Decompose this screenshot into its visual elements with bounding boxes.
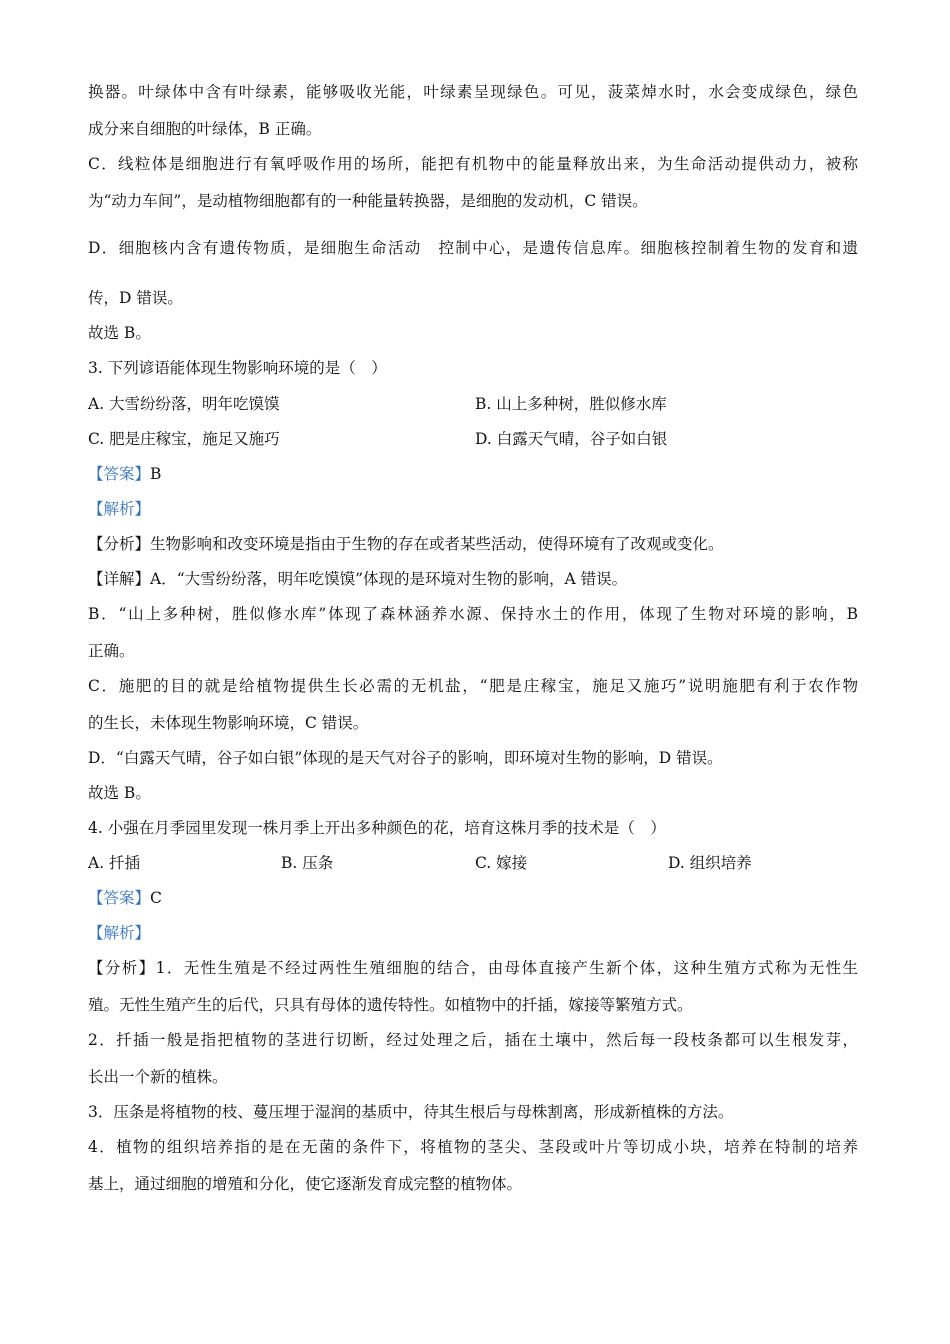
- q4-point-1-cont: 殖。无性生殖产生的后代，只具有母体的遗传特性。如植物中的扦插，嫁接等繁殖方式。: [88, 996, 693, 1014]
- text-line: D．细胞核内含有遗传物质，是细胞生命活动 控制中心，是遗传信息库。细胞核控制着生物的发育和遗: [88, 239, 858, 257]
- text-line: 为“动力车间”，是动植物细胞都有的一种能量转换器，是细胞的发动机，C 错误。: [88, 192, 648, 210]
- analysis-tag: 【分析】: [88, 535, 151, 553]
- q3-detail-b: B．“山上多种树，胜似修水库”体现了森林涵养水源、保持水土的作用，体现了生物对环境的影响，B: [88, 605, 858, 623]
- q3-option-d: D. 白露天气晴，谷子如白银: [475, 430, 668, 448]
- q4-option-c: C. 嫁接: [475, 854, 528, 872]
- q3-answer-line: [88, 464, 858, 484]
- q4-option-a: A. 扦插: [88, 854, 141, 872]
- detail-tag: 【详解】: [88, 570, 151, 588]
- q4-answer: C: [150, 889, 162, 907]
- answer-tag: 【答案】: [88, 889, 151, 907]
- q4-point-2-cont: 长出一个新的植株。: [88, 1068, 228, 1086]
- q4-option-d: D. 组织培养: [668, 854, 752, 872]
- q3-option-b: B. 山上多种树，胜似修水库: [475, 395, 667, 413]
- text-line: 故选 B。: [88, 324, 151, 342]
- q3-detail-b-cont: 正确。: [88, 642, 135, 660]
- q4-point-4-cont: 基上，通过细胞的增殖和分化，使它逐渐发育成完整的植物体。: [88, 1175, 523, 1193]
- text-line: 传，D 错误。: [88, 289, 183, 307]
- q3-option-a: A. 大雪纷纷落，明年吃馍馍: [88, 395, 280, 413]
- q3-analysis-line: [88, 534, 858, 554]
- q3-conclusion: 故选 B。: [88, 784, 151, 802]
- q3-detail-c: C．施肥的目的就是给植物提供生长必需的无机盐，“肥是庄稼宝，施足又施巧”说明施肥有利于农作物: [88, 677, 858, 695]
- q4-analysis-line: [88, 958, 858, 978]
- jiexi-tag: 【解析】: [88, 500, 151, 518]
- q4-jiexi-line: [88, 923, 858, 943]
- q3-answer: B: [150, 465, 162, 483]
- text-line: 成分来自细胞的叶绿体，B 正确。: [88, 120, 322, 138]
- analysis-tag: 【分析】: [88, 959, 156, 977]
- q3-detail-a: A．“大雪纷纷落，明年吃馍馍”体现的是环境对生物的影响，A 错误。: [150, 570, 628, 588]
- q4-point-4: 4．植物的组织培养指的是在无菌的条件下，将植物的茎尖、茎段或叶片等切成小块，培养在特制的培养: [88, 1138, 858, 1156]
- q3-detail-c-cont: 的生长，未体现生物影响环境，C 错误。: [88, 714, 369, 732]
- q4-answer-line: [88, 888, 858, 908]
- jiexi-tag: 【解析】: [88, 924, 151, 942]
- q4-point-1: 1．无性生殖是不经过两性生殖细胞的结合，由母体直接产生新个体，这种生殖方式称为无性生: [155, 959, 858, 977]
- q4-option-b: B. 压条: [281, 854, 334, 872]
- q3-jiexi-line: [88, 499, 858, 519]
- text-line: C．线粒体是细胞进行有氧呼吸作用的场所，能把有机物中的能量释放出来，为生命活动提供动力，被称: [88, 155, 858, 173]
- question-4: 4. 小强在月季园里发现一株月季上开出多种颜色的花，培育这株月季的技术是（ ）: [88, 819, 666, 837]
- q3-detail-line: [88, 569, 858, 589]
- answer-tag: 【答案】: [88, 465, 151, 483]
- question-3: 3. 下列谚语能体现生物影响环境的是（ ）: [88, 359, 387, 377]
- q4-point-2: 2．扦插一般是指把植物的茎进行切断，经过处理之后，插在土壤中，然后每一段枝条都可以生根发芽，: [88, 1031, 858, 1049]
- text-line: 换器。叶绿体中含有叶绿素，能够吸收光能，叶绿素呈现绿色。可见，菠菜焯水时，水会变成绿色，绿色: [88, 83, 858, 101]
- q3-option-c: C. 肥是庄稼宝，施足又施巧: [88, 430, 280, 448]
- q3-detail-d: D．“白露天气晴，谷子如白银”体现的是天气对谷子的影响，即环境对生物的影响，D 错误。: [88, 749, 723, 767]
- q4-point-3: 3．压条是将植物的枝、蔓压埋于湿润的基质中，待其生根后与母株割离，形成新植株的方法。: [88, 1103, 734, 1121]
- q3-analysis: 生物影响和改变环境是指由于生物的存在或者某些活动，使得环境有了改观或变化。: [150, 535, 724, 553]
